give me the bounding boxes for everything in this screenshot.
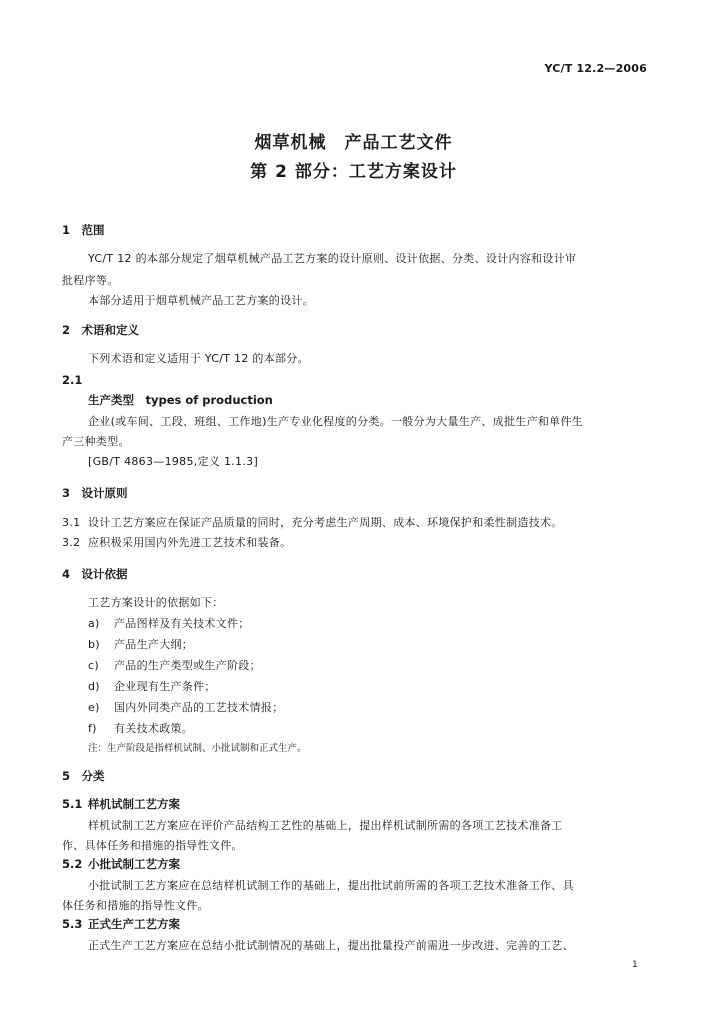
document-title: 烟草机械 产品工艺文件 (254, 133, 453, 153)
subsection-title: 小批试制工艺方案 (88, 857, 180, 871)
subsection-title: 样机试制工艺方案 (88, 797, 180, 811)
subsection-5-3 (62, 916, 180, 932)
list-label: d) (88, 680, 100, 693)
section-1-scope: 本部分适用于烟草机械产品工艺方案的设计。 (88, 294, 314, 307)
section-2-heading: 2 术语和定义 (62, 323, 140, 337)
section-3-heading: 3 设计原则 (62, 486, 128, 500)
section-2-1-number: 2.1 (62, 373, 83, 387)
list-item (88, 678, 216, 694)
section-1-heading: 1 范围 (62, 223, 105, 237)
principle-number: 3.2 (62, 536, 81, 549)
list-text: 企业现有生产条件； (114, 680, 216, 693)
term-title: 生产类型 types of production (88, 393, 273, 407)
list-text: 产品图样及有关技术文件； (114, 617, 250, 630)
basis-intro: 工艺方案设计的依据如下： (88, 596, 224, 609)
section-1-paragraph: YC/T 12 的本部分规定了烟草机械产品工艺方案的设计原则、设计依据、分类、设计内容和设计审 (88, 252, 577, 265)
subsection-5-3-paragraph: 正式生产工艺方案应在总结小批试制情况的基础上，提出批量投产前需进一步改进、完善的工艺、 (88, 939, 574, 952)
subsection-number: 5.3 (62, 917, 83, 931)
subsection-number: 5.1 (62, 797, 83, 811)
list-label: e) (88, 701, 100, 714)
subsection-5-2 (62, 856, 180, 872)
subsection-5-1 (62, 796, 180, 812)
principle-text: 设计工艺方案应在保证产品质量的同时，充分考虑生产周期、成本、环境保护和柔性制造技术。 (88, 516, 563, 529)
list-text: 国内外同类产品的工艺技术情报； (114, 701, 284, 714)
principle-number: 3.1 (62, 516, 81, 529)
list-item (88, 615, 250, 631)
section-4-heading: 4 设计依据 (62, 567, 128, 581)
list-item (88, 636, 193, 652)
list-item (88, 720, 193, 736)
section-1-paragraph-cont: 批程序等。 (62, 274, 119, 287)
document-subtitle: 第 2 部分：工艺方案设计 (250, 162, 457, 182)
list-label: b) (88, 638, 100, 651)
subsection-title: 正式生产工艺方案 (88, 917, 180, 931)
section-2-intro: 下列术语和定义适用于 YC/T 12 的本部分。 (88, 352, 309, 365)
subsection-5-1-paragraph: 样机试制工艺方案应在评价产品结构工艺性的基础上，提出样机试制所需的各项工艺技术准备工 (88, 819, 563, 832)
list-label: f) (88, 722, 97, 735)
term-definition: 企业(或车间、工段、班组、工作地)生产专业化程度的分类。一般分为大量生产、成批生产和单件生 (88, 415, 584, 428)
list-label: a) (88, 617, 100, 630)
list-text: 产品的生产类型或生产阶段； (114, 659, 261, 672)
list-text: 有关技术政策。 (114, 722, 194, 735)
standard-number: YC/T 12.2—2006 (544, 62, 647, 75)
list-item (88, 657, 261, 673)
list-label: c) (88, 659, 99, 672)
principle-text: 应积极采用国内外先进工艺技术和装备。 (88, 536, 292, 549)
subsection-number: 5.2 (62, 857, 83, 871)
term-definition-cont: 产三种类型。 (62, 435, 130, 448)
list-text: 产品生产大纲； (114, 638, 194, 651)
subsection-5-2-paragraph: 小批试制工艺方案应在总结样机试制工作的基础上，提出批试前所需的各项工艺技术准备工作、具 (88, 879, 574, 892)
list-item (88, 699, 284, 715)
subsection-5-1-paragraph-cont: 作、具体任务和措施的指导性文件。 (62, 839, 243, 852)
subsection-5-2-paragraph-cont: 体任务和措施的指导性文件。 (62, 899, 209, 912)
principle-3-2 (62, 534, 291, 550)
section-5-heading: 5 分类 (62, 769, 105, 783)
principle-3-1 (62, 514, 563, 530)
basis-note: 注：生产阶段是指样机试制、小批试制和正式生产。 (88, 743, 307, 754)
term-reference: [GB/T 4863—1985,定义 1.1.3] (88, 455, 259, 468)
page-number: 1 (632, 960, 638, 970)
